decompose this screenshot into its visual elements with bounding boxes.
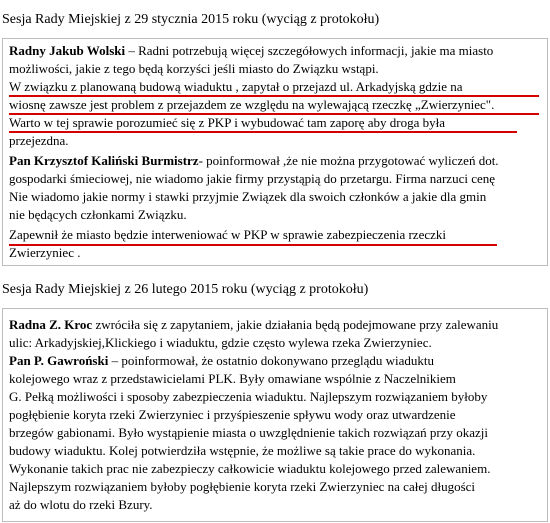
s2-line-1: Radna Z. Kroc zwróciła się z zapytaniem, jakie działania będą podejmowane przy zalewaniu — [9, 317, 499, 332]
speaker-name: Pan Krzysztof Kaliński Burmistrz — [9, 153, 199, 168]
speaker-name: Pan P. Gawroński — [9, 353, 109, 368]
speaker-name: Radny Jakub Wolski — [9, 43, 126, 58]
s2-line-11: aż do wlotu do rzeki Bzury. — [9, 497, 153, 512]
s1-line-12: Zwierzyniec . — [9, 245, 81, 260]
section1-heading: Sesja Rady Miejskiej z 29 stycznia 2015 roku (wyciąg z protokołu) — [2, 12, 380, 27]
s2-line-5: G. Pełką możliwości i sposoby zabezpieczenia wiaduktu. Najlepszym rozwiązaniem byłoby — [9, 389, 488, 404]
s2-line-8: budowy wiaduktu. Kolej potwierdziła wstępnie, że możliwe są takie prace do wykonania. — [9, 443, 476, 458]
s2-line-7: brzegów gabionami. Było wystąpienie miasta o uwzględnienie takich rozwiązań przy okazji — [9, 425, 489, 440]
s1-line-8: gospodarki śmieciowej, nie wiadomo jakie firmy przystąpią do przetargu. Firma narzuci cenę — [9, 171, 496, 186]
s1-line-6: przejezdna. — [9, 133, 69, 148]
section2-heading: Sesja Rady Miejskiej z 26 lutego 2015 roku (wyciąg z protokołu) — [2, 282, 369, 297]
s1-line-10: nie będących członkami Związku. — [9, 207, 187, 222]
s2-line-10: Najlepszym rozwiązaniem byłoby pogłębienie koryta rzeki Zwierzyniec na całej długości — [9, 479, 476, 494]
s1-line-2: możliwości, jakie z tego będą korzyści jeśli miasto do Związku wstąpi. — [9, 61, 379, 76]
s2-line-2: ulic: Arkadyjskiej,Klickiego i wiaduktu, gdzie często wylewa rzeka Zwierzyniec. — [9, 335, 432, 350]
s2-line-9: Wykonanie takich prac nie zabezpieczy całkowicie wiaduktu kolejowego przed zalewaniem. — [9, 461, 491, 476]
highlight-underline — [9, 131, 517, 133]
s2-line-3: Pan P. Gawroński – poinformował, że ostatnio dokonywano przeglądu wiaduktu — [9, 353, 434, 368]
s1-line-11: Zapewnił że miasto będzie interweniować w PKP w sprawie zabezpieczenia rzeczki — [9, 227, 446, 242]
section2-excerpt — [2, 308, 548, 522]
s1-line-1: Radny Jakub Wolski – Radni potrzebują więcej szczegółowych informacji, jakie ma miasto — [9, 43, 494, 58]
section1-excerpt — [2, 38, 548, 266]
highlight-underline — [9, 244, 497, 246]
s1-line-7: Pan Krzysztof Kaliński Burmistrz- poinformował ,że nie można przygotować wyliczeń dot. — [9, 153, 499, 168]
s1-line-9: Nie wiadomo jakie normy i stawki przyjmie Związek dla swoich członków a jakie dla gmin — [9, 189, 487, 204]
s2-line-6: pogłębienie koryta rzeki Zwierzyniec i przyśpieszenie spływu wody oraz utwardzenie — [9, 407, 456, 422]
s2-line-4: kolejowego wraz z przedstawicielami PLK. Były omawiane wspólnie z Naczelnikiem — [9, 371, 456, 386]
speaker-name: Radna Z. Kroc — [9, 317, 93, 332]
s1-line-3: W związku z planowaną budową wiaduktu , zapytał o przejazd ul. Arkadyjską gdzie na — [9, 79, 463, 94]
s1-line-4: wiosnę zawsze jest problem z przejazdem ze względu na wylewającą rzeczkę „Zwierzyniec". — [9, 97, 495, 112]
s1-line-5: Warto w tej sprawie porozumieć się z PKP i wybudować tam zaporę aby droga była — [9, 115, 446, 130]
